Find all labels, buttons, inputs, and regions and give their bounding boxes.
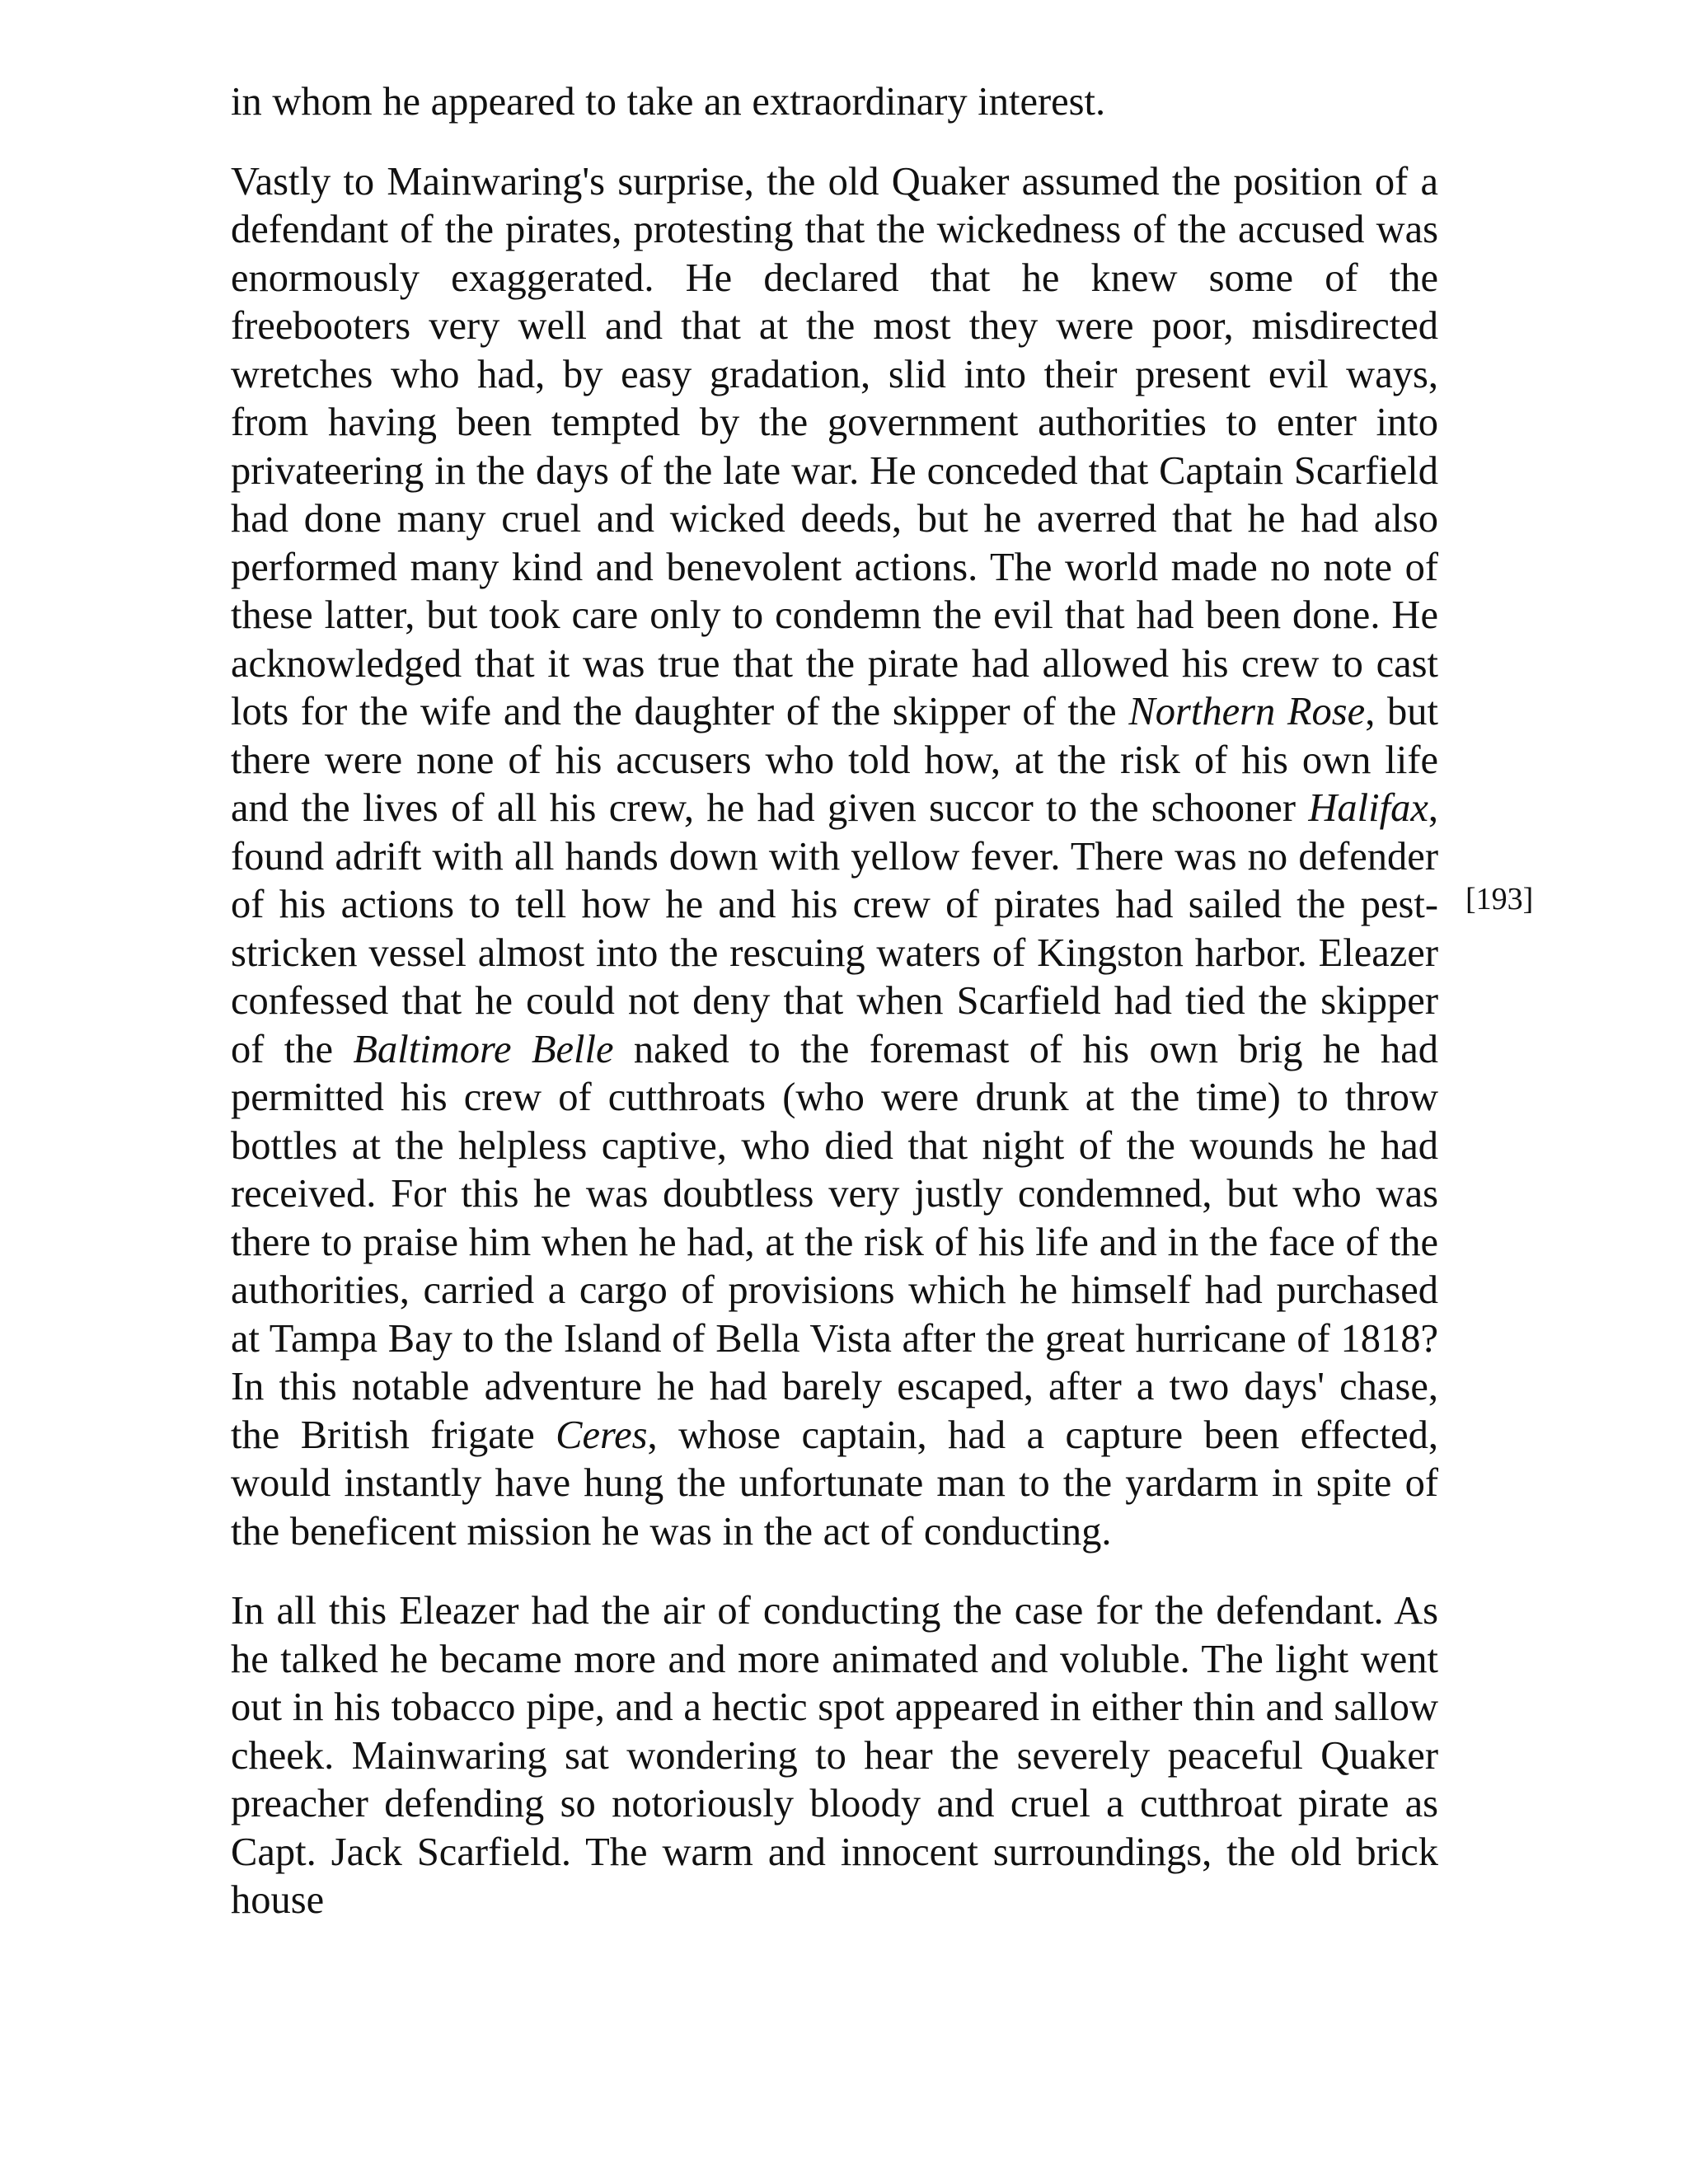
paragraph-2-text-5: , whose captain, had a capture been effected, would instantly have hung the unfortunate man to the yardarm in spite of the beneficent mission he was in the act of conducting. bbox=[231, 1413, 1438, 1554]
ship-name-halifax: Halifax bbox=[1308, 786, 1428, 830]
paragraph-2-text-3: , found adrift with all hands down with yellow fever. There was no defender of his actions to tell how he and his crew of pirates had sailed the pest-stricken vessel almost into the rescuing waters of Kingston harbor. Eleazer confessed that he could not deny that when Scarfield had tied the skipper of the bbox=[231, 786, 1438, 1071]
paragraph-1-text: in whom he appeared to take an extraordinary interest. bbox=[231, 80, 1106, 124]
paragraph-1 bbox=[231, 78, 1438, 127]
book-page-text bbox=[231, 78, 1438, 1925]
paragraph-2-text-1: Vastly to Mainwaring's surprise, the old Quaker assumed the position of a defendant of the pirates, protesting that the wickedness of the accused was enormously exaggerated. He declared that he knew some of the freebooters very well and that at the most they were poor, misdirected wretches who had, by easy gradation, slid into their present evil ways, from having been tempted by the government authorities to enter into privateering in the days of the late war. He conceded that Captain Scarfield had done many cruel and wicked deeds, but he averred that he had also performed many kind and benevolent actions. The world made no note of these latter, but took care only to condemn the evil that had been done. He acknowledged that it was true that the pirate had allowed his crew to cast lots for the wife and the daughter of the skipper of the bbox=[231, 159, 1438, 733]
page-number: [193] bbox=[1465, 882, 1534, 916]
paragraph-2-text-4: naked to the foremast of his own brig he had permitted his crew of cutthroats (who were drunk at the time) to throw bottles at the helpless captive, who died that night of the wounds he had received. For this he was doubtless very justly condemned, but who was there to praise him when he had, at the risk of his life and in the face of the authorities, carried a cargo of provisions which he himself had purchased at Tampa Bay to the Island of Bella Vista after the great hurricane of 1818? In this notable adventure he had barely escaped, after a two days' chase, the British frigate bbox=[231, 1027, 1439, 1457]
paragraph-2 bbox=[231, 158, 1438, 1557]
paragraph-3-text: In all this Eleazer had the air of conducting the case for the defendant. As he talked he became more and more animated and voluble. The light went out in his tobacco pipe, and a hectic spot appeared in either thin and sallow cheek. Mainwaring sat wondering to hear the severely peaceful Quaker preacher defending so notoriously bloody and cruel a cutthroat pirate as Capt. Jack Scarfield. The warm and innocent surroundings, the old brick house bbox=[231, 1589, 1438, 1922]
ship-name-baltimore-belle: Baltimore Belle bbox=[353, 1027, 614, 1071]
paragraph-3 bbox=[231, 1587, 1438, 1925]
paragraph-2-text-2: , but there were none of his accusers who told how, at the risk of his own life and the lives of all his crew, he had given succor to the schooner bbox=[231, 690, 1438, 830]
ship-name-ceres: Ceres bbox=[556, 1413, 648, 1457]
ship-name-northern-rose: Northern Rose bbox=[1128, 690, 1366, 733]
